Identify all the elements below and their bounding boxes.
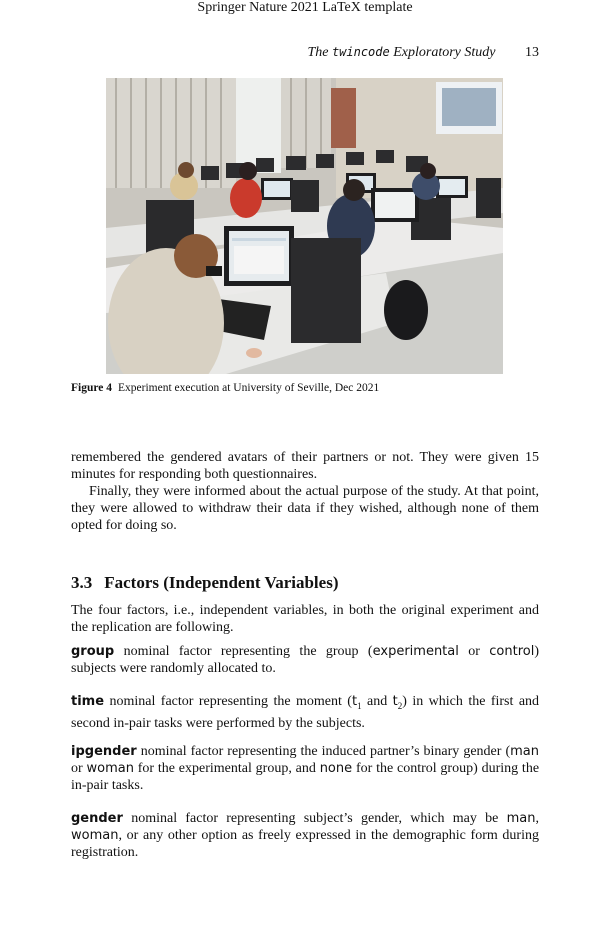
paragraph-1: remembered the gendered avatars of their partners or not. They were given 15 minutes for responding both questionnaires. [71, 450, 539, 482]
running-title-mono: twincode [331, 45, 390, 59]
classroom-photo [106, 78, 503, 374]
template-header [0, 0, 610, 16]
value-t1-sub: 1 [357, 700, 362, 711]
factor-group-or: or [468, 644, 480, 659]
body-paragraphs [71, 449, 539, 534]
value-t2: t [392, 694, 398, 709]
factor-gender: gender nominal factor representing subject’s gender, which may be man, woman, or any other option as freely expressed in the demographic form during registration. [71, 811, 540, 860]
value-experimental: experimental [372, 644, 459, 659]
section-number: 3.3 [71, 573, 93, 592]
section-intro [71, 602, 539, 636]
factor-gender-text-a: nominal factor representing subject’s gender, which may be [131, 811, 499, 826]
factor-time-and: and [367, 694, 388, 709]
running-head [0, 45, 539, 61]
value-none: none [319, 761, 353, 776]
factor-ipgender [71, 743, 539, 794]
factor-gender-text-b: or any other option as freely expressed in the demographic form during registration. [71, 828, 539, 860]
value-control: control [489, 644, 535, 659]
figure-caption [71, 382, 379, 394]
factor-term-time: time [71, 694, 105, 709]
factor-ipgender-text-a: nominal factor representing the induced partner’s binary gender ( [140, 744, 511, 759]
template-suffix: template [364, 0, 413, 15]
factor-ipgender-text-b: for the experimental group, and [137, 761, 316, 776]
paragraph-2: Finally, they were informed about the actual purpose of the study. At that point, they were allowed to withdraw their data if they wished, although none of them opted for doing so. [71, 484, 539, 533]
latex-logo: LaTeX [322, 0, 361, 15]
value-gender-man: man [506, 811, 536, 826]
factor-ipgender-text-c: for the control group) during the in-pair tasks. [71, 761, 540, 793]
value-man: man [510, 744, 539, 759]
factor-time [71, 693, 539, 732]
page-number: 13 [525, 45, 539, 60]
factor-group-text-a: nominal factor representing the group ( [123, 644, 373, 659]
figure-label: Figure 4 [71, 382, 112, 394]
figure-caption-text: Experiment execution at University of Seville, Dec 2021 [118, 382, 380, 394]
running-title-the: The [307, 45, 329, 60]
factor-time-text-a: nominal factor representing the moment ( [109, 694, 352, 709]
factor-group [71, 643, 539, 677]
factor-ipgender-or: or [71, 761, 83, 776]
value-t1: t [351, 694, 358, 709]
value-woman: woman [86, 761, 134, 776]
template-prefix: Springer Nature 2021 [197, 0, 319, 15]
section-title: Factors (Independent Variables) [104, 573, 339, 592]
factor-group-text-b: ) subjects were randomly allocated to. [71, 644, 540, 676]
factor-time-text-b: ) in which the first and second in-pair tasks were performed by the subjects. [71, 694, 540, 731]
section-intro-text: The four factors, i.e., independent variables, in both the original experiment and the replication are following. [71, 603, 539, 635]
section-heading [71, 573, 338, 593]
factor-term-gender: gender [71, 811, 123, 826]
value-t2-sub: 2 [397, 700, 403, 711]
factor-term-ipgender: ipgender [71, 744, 137, 759]
factor-term-group: group [71, 644, 115, 659]
running-title-rest: Exploratory Study [393, 45, 496, 60]
value-gender-woman: woman [71, 828, 119, 843]
